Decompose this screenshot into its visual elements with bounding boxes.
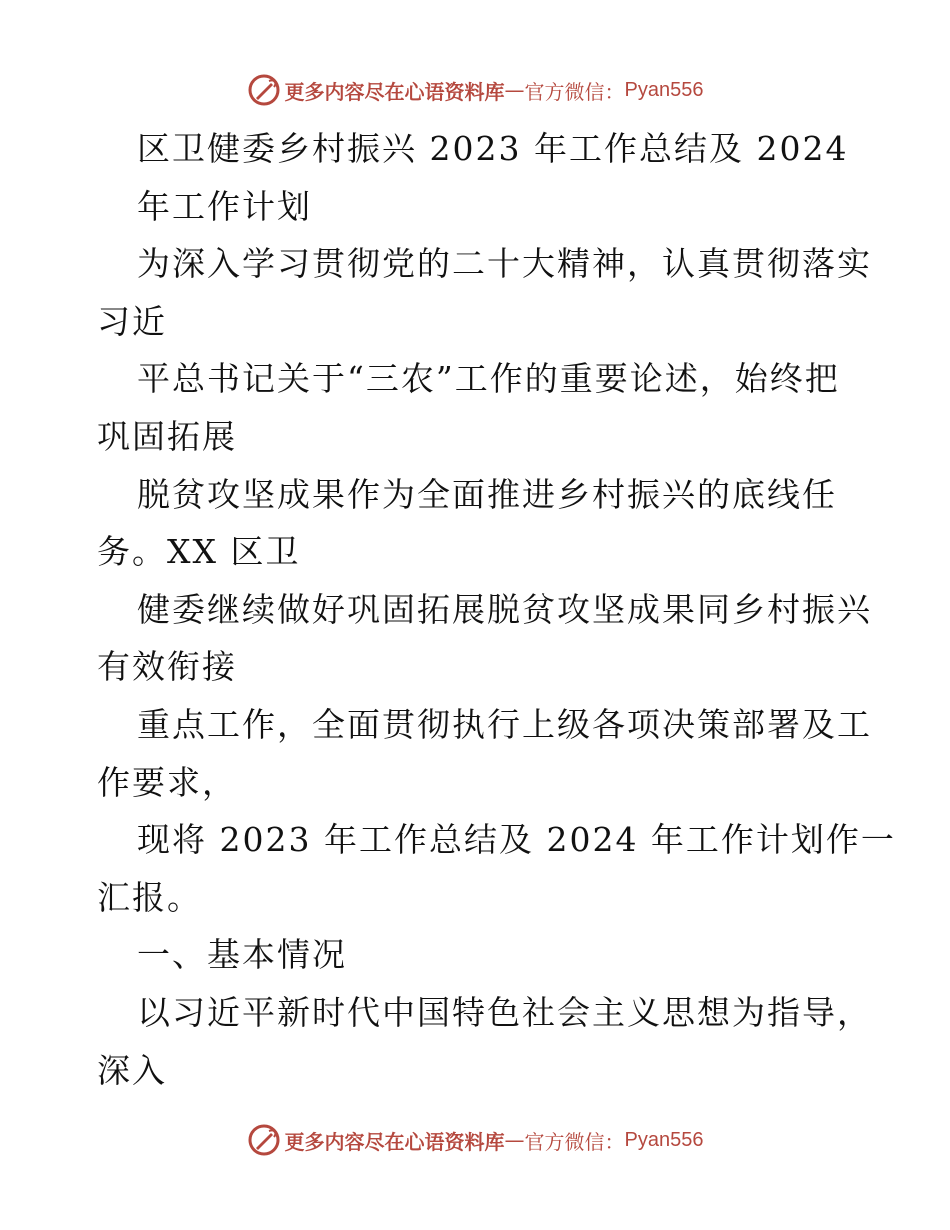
text-line: 务。XX 区卫 [97,532,301,572]
text-line: 巩固拓展 [97,416,237,456]
text-line: 深入 [97,1050,167,1090]
quill-logo-icon [247,1123,281,1157]
section-heading: 一、基本情况 [137,935,347,975]
text-line: 现将 2023 年工作总结及 2024 年工作计划作一 [137,820,896,860]
text-line: 有效衔接 [97,647,237,687]
text-line: 健委继续做好巩固拓展脱贫攻坚成果同乡村振兴 [137,589,872,629]
text-line: 作要求， [97,762,237,802]
watermark-separator: — [504,78,525,102]
text-line: 年工作计划 [137,186,312,226]
quill-logo-icon [247,73,281,107]
text-line: 区卫健委乡村振兴 2023 年工作总结及 2024 [137,129,849,168]
watermark-site-text: 更多内容尽在心语资料库 [284,1129,505,1154]
text-line: 脱贫攻坚成果作为全面推进乡村振兴的底线任 [137,474,837,514]
text-line: 重点工作，全面贯彻执行上级各项决策部署及工 [137,704,872,744]
watermark-site-text: 更多内容尽在心语资料库 [284,79,505,104]
document-body [97,120,896,1099]
text-line: 习近 [97,301,167,341]
text-line: 汇报。 [97,877,202,917]
text-line: 为深入学习贯彻党的二十大精神，认真贯彻落实 [137,244,872,284]
watermark-contact-id: Pyan556 [624,1128,704,1151]
watermark-separator: — [504,1128,525,1152]
watermark-contact-id: Pyan556 [624,78,704,101]
watermark-banner-bottom [0,1120,950,1160]
watermark-contact-label: 官方微信： [524,79,625,104]
watermark-contact-label: 官方微信： [524,1129,625,1154]
watermark-banner-top [0,70,950,110]
text-line: 平总书记关于“三农”工作的重要论述，始终把 [137,359,840,399]
text-line: 以习近平新时代中国特色社会主义思想为指导， [137,992,872,1032]
